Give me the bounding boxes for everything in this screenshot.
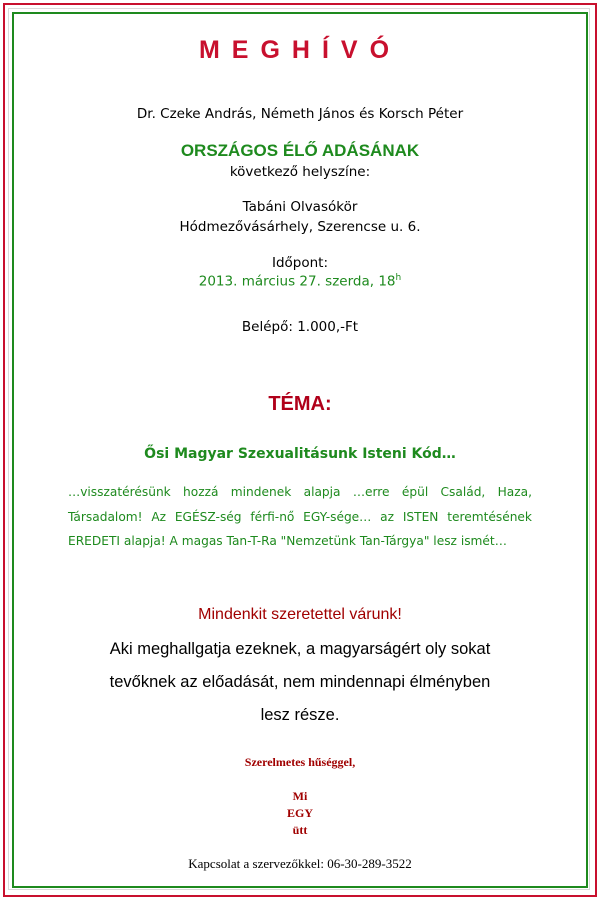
topic-subject: Ősi Magyar Szexualitásunk Isteni Kód… (144, 446, 456, 462)
closing-line-2: tevőknek az előadását, nem mindennapi élményben (109, 673, 491, 691)
venue-address: Hódmezővásárhely, Szerencse u. 6. (179, 219, 421, 235)
welcome-line: Mindenkit szeretettel várunk! (198, 606, 402, 623)
hosts-line: Dr. Czeke András, Németh János és Korsch Péter (136, 106, 464, 122)
contact-line: Kapcsolat a szervezőkkel: 06-30-289-3522 (188, 856, 412, 871)
next-location-label: következő helyszíne: (229, 164, 371, 180)
signoff: Szerelmetes hűséggel, (244, 755, 356, 769)
event-date-text: 2013. március 27. szerda, 18 (198, 273, 396, 290)
signature-line-3: ütt (292, 823, 308, 837)
hour-superscript: h (395, 273, 402, 283)
entry-fee: Belépő: 1.000,-Ft (241, 319, 359, 335)
venue-name: Tabáni Olvasókör (242, 199, 358, 215)
invitation-title: MEGHÍVÓ (198, 36, 402, 64)
closing-line-3: lesz része. (260, 706, 340, 724)
broadcast-title: ORSZÁGOS ÉLŐ ADÁSÁNAK (180, 141, 420, 160)
signature-line-1: Mi (292, 789, 308, 803)
topic-heading: TÉMA: (268, 393, 332, 415)
closing-paragraph (80, 633, 520, 732)
time-label: Időpont: (271, 255, 329, 271)
closing-line-1: Aki meghallgatja ezeknek, a magyarságért oly sokat (109, 640, 491, 658)
signature-line-2: EGY (286, 806, 313, 820)
event-date (0, 273, 600, 290)
topic-paragraph: …visszatérésünk hozzá mindenek alapja …erre épül Család, Haza, Társadalom! Az EGÉSZ-ség férfi-nő EGY-sége… az ISTEN teremtésének EREDETI alapja! A magas Tan-T-Ra "Nemzetünk Tan-Tárgya" lesz ismét… (68, 485, 532, 548)
